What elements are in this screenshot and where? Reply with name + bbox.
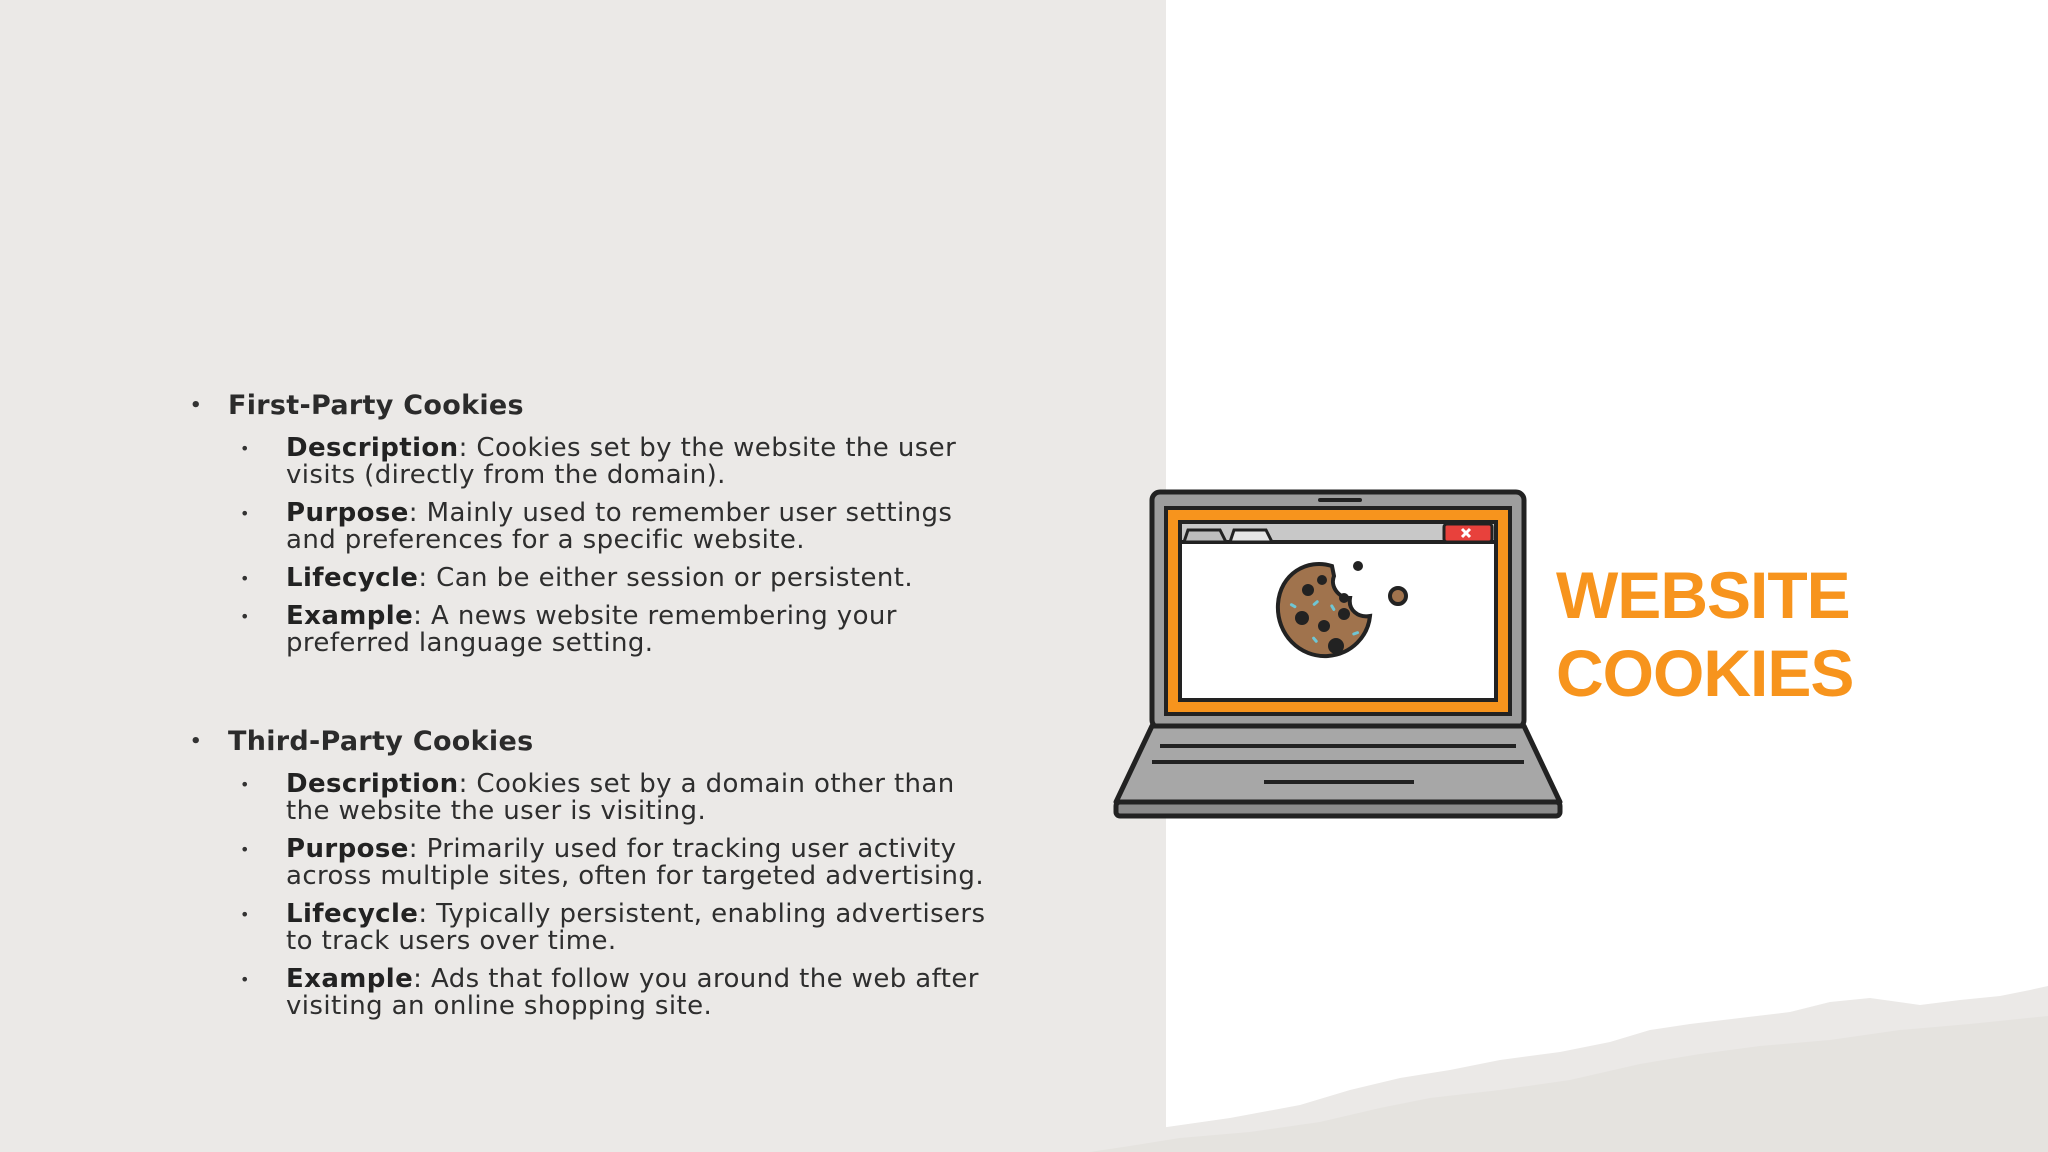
bullet-icon: • — [190, 395, 202, 416]
item-text: : Typically persistent, enabling advertisers — [418, 899, 986, 929]
item-text-cont: preferred language setting. — [286, 628, 654, 658]
section-heading — [190, 388, 1010, 424]
item-text-cont: to track users over time. — [286, 926, 617, 956]
item-text: : Can be either session or persistent. — [418, 563, 914, 593]
heading-text: Third-Party Cookies — [228, 726, 534, 757]
bullet-icon: • — [240, 607, 250, 626]
item-text: : Primarily used for tracking user activity — [408, 834, 957, 864]
item-term: Example — [286, 601, 414, 631]
bullet-icon: • — [240, 840, 250, 859]
bullet-icon: • — [240, 970, 250, 989]
item-text: : Ads that follow you around the web after — [413, 964, 979, 994]
item-term: Lifecycle — [286, 563, 419, 593]
item-text-cont: visiting an online shopping site. — [286, 991, 713, 1021]
page-title — [1556, 556, 1853, 712]
item-list — [190, 435, 1010, 657]
section-first-party — [190, 388, 1010, 657]
bullet-icon: • — [240, 905, 250, 924]
title-line: WEBSITE — [1556, 558, 1850, 632]
item-text: : Mainly used to remember user settings — [408, 498, 953, 528]
item-term: Description — [286, 433, 459, 463]
section-heading — [190, 724, 1010, 760]
item-text-cont: across multiple sites, often for targeted advertising. — [286, 861, 984, 891]
list-item — [190, 565, 1010, 592]
section-third-party — [190, 724, 1010, 1020]
item-text: : A news website remembering your — [413, 601, 897, 631]
close-icon — [1444, 524, 1492, 542]
list-item — [190, 500, 1010, 554]
item-text-cont: and preferences for a specific website. — [286, 525, 805, 555]
heading-text: First-Party Cookies — [228, 390, 524, 421]
list-item — [190, 603, 1010, 657]
item-text: : Cookies set by the website the user — [458, 433, 957, 463]
item-term: Example — [286, 964, 414, 994]
list-item — [190, 901, 1010, 955]
title-line: COOKIES — [1556, 636, 1854, 710]
bullet-icon: • — [240, 439, 250, 458]
item-list — [190, 771, 1010, 1020]
item-term: Lifecycle — [286, 899, 419, 929]
bullet-icon: • — [240, 504, 250, 523]
bullet-icon: • — [240, 775, 250, 794]
bullet-icon: • — [190, 731, 202, 752]
item-text: : Cookies set by a domain other than — [458, 769, 955, 799]
item-text-cont: the website the user is visiting. — [286, 796, 707, 826]
list-item — [190, 966, 1010, 1020]
laptop-cookie-icon — [1112, 486, 1564, 826]
item-term: Purpose — [286, 498, 409, 528]
list-item — [190, 771, 1010, 825]
list-item — [190, 435, 1010, 489]
item-term: Description — [286, 769, 459, 799]
item-text-cont: visits (directly from the domain). — [286, 460, 726, 490]
item-term: Purpose — [286, 834, 409, 864]
list-item — [190, 836, 1010, 890]
bullet-icon: • — [240, 569, 250, 588]
